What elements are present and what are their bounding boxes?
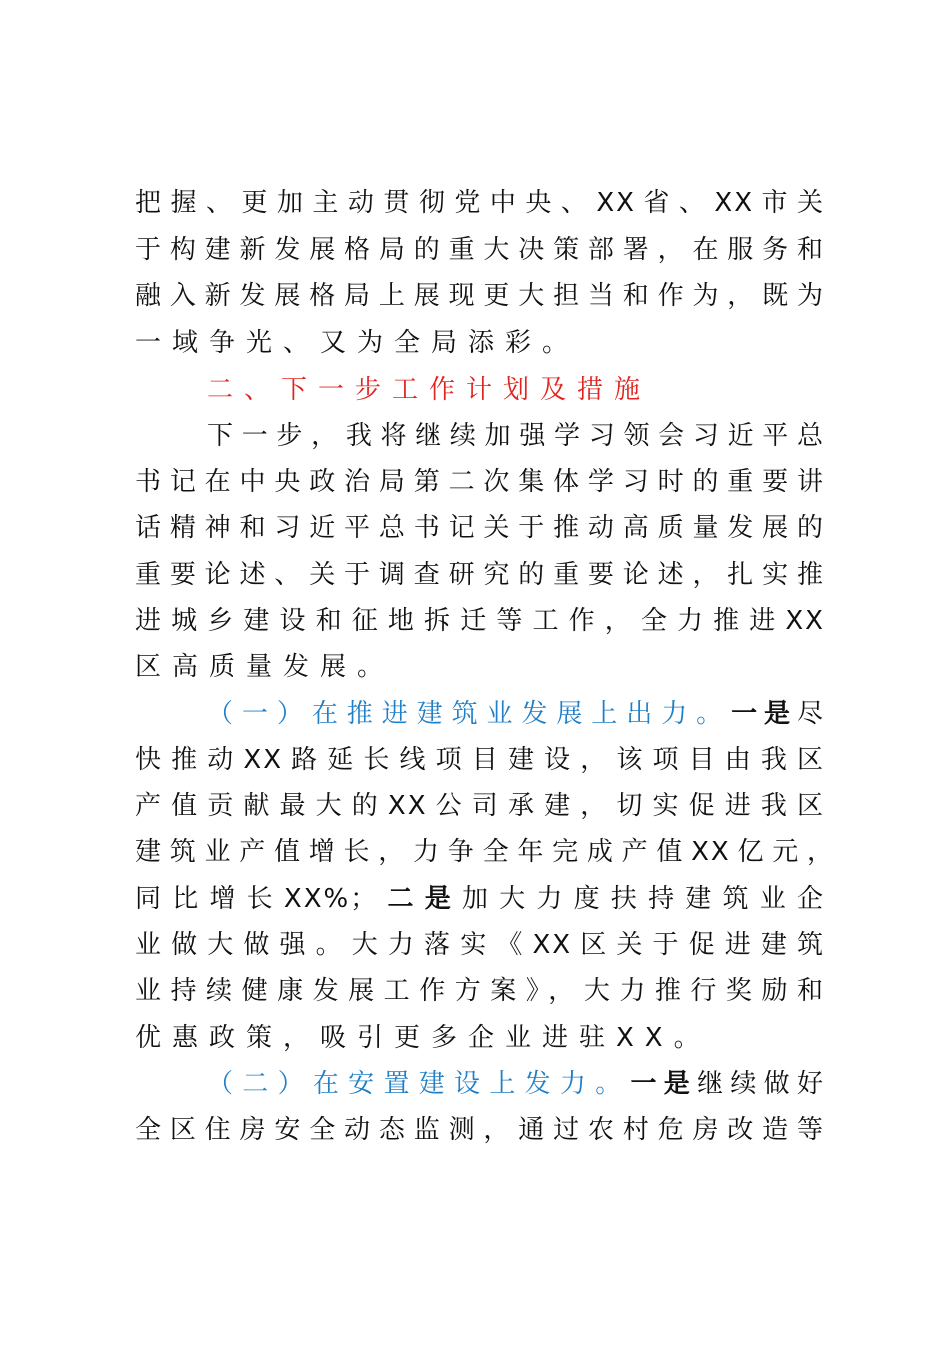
body-line: 产值贡献最大的XX公司承建，切实促进我区 xyxy=(135,791,825,821)
body-line: 融入新发展格局上展现更大担当和作为，既为 xyxy=(135,281,825,311)
body-line: 区高质量发展。 xyxy=(135,652,395,682)
subheading-line xyxy=(207,691,825,737)
subheading-title: （一）在推进建筑业发展上出力。 xyxy=(207,699,732,729)
body-line: 进城乡建设和征地拆迁等工作，全力推进XX xyxy=(135,606,825,636)
body-line xyxy=(135,876,825,922)
first-point-text: 尽 xyxy=(796,699,825,729)
subheading-line xyxy=(207,1061,825,1107)
body-text: 同比增长XX%； xyxy=(135,884,379,914)
body-line: 书记在中央政治局第二次集体学习时的重要讲 xyxy=(135,467,825,497)
body-line: 业持续健康发展工作方案》，大力推行奖励和 xyxy=(135,976,825,1006)
body-line: 重要论述、关于调查研究的重要论述，扎实推 xyxy=(135,560,825,590)
body-line: 于构建新发展格局的重大决策部署，在服务和 xyxy=(135,235,825,265)
first-point-label: 一是 xyxy=(630,1069,698,1099)
section-heading: 二、下一步工作计划及措施 xyxy=(207,375,652,405)
body-line: 下一步，我将继续加强学习领会习近平总 xyxy=(207,421,825,451)
body-line: 建筑业产值增长，力争全年完成产值XX亿元， xyxy=(135,837,835,867)
body-line: 业做大做强。大力落实《XX区关于促进建筑 xyxy=(135,930,825,960)
subheading-title: （二）在安置建设上发力。 xyxy=(207,1069,631,1099)
body-line: 快推动XX路延长线项目建设，该项目由我区 xyxy=(135,745,825,775)
body-line: 话精神和习近平总书记关于推动高质量发展的 xyxy=(135,513,825,543)
first-point-text: 继续做好 xyxy=(697,1069,825,1099)
second-point-label: 二是 xyxy=(378,884,462,914)
body-line: 一域争光、又为全局添彩。 xyxy=(135,328,580,358)
body-line: 把握、更加主动贯彻党中央、XX省、XX市关 xyxy=(135,188,825,218)
second-point-text: 加大力度扶持建筑业企 xyxy=(461,884,825,914)
body-line: 全区住房安全动态监测，通过农村危房改造等 xyxy=(135,1115,825,1145)
body-line: 优惠政策，吸引更多企业进驻XX。 xyxy=(135,1023,711,1053)
first-point-label: 一是 xyxy=(731,699,797,729)
